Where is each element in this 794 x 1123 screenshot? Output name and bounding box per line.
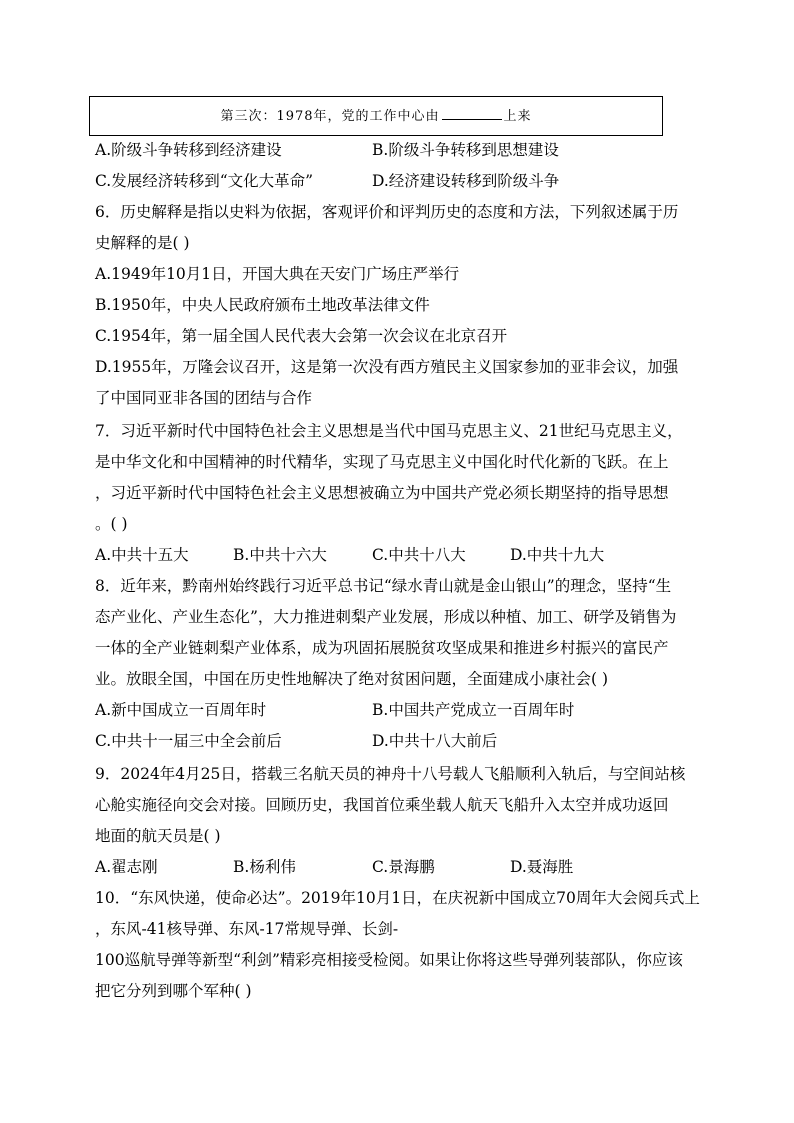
q7-line-4: 。( ) [95,515,128,533]
q10-line-3: 100巡航导弹等新型“利剑”精彩亮相接受检阅。如果让你将这些导弹列装部队，你应该 [95,951,683,969]
q6-option-d-line-2: 了中国同亚非各国的团结与合作 [95,389,313,407]
q7-line-3: ，习近平新时代中国特色社会主义思想被确立为中国共产党必须长期坚持的指导思想 [95,484,669,502]
q8-line-4: 业。放眼全国，中国在历史性地解决了绝对贫困问题，全面建成小康社会( ) [95,670,609,688]
q8-option-d: D.中共十八大前后 [372,732,498,750]
q9-line-3: 地面的航天员是( ) [95,827,221,845]
q6-line-2: 史解释的是( ) [95,234,190,252]
info-box-suffix: 上来 [503,109,532,124]
q9-line-2: 心舱实施径向交会对接。回顾历史，我国首位乘坐载人航天飞船升入太空并成功返回 [95,796,669,814]
q9-option-a: A.翟志刚 [95,858,158,876]
q9-option-b: B.杨利伟 [233,858,296,876]
q10-line-1: 10．“东风快递，使命必达”。2019年10月1日，在庆祝新中国成立70周年大会阅兵式上 [95,889,700,907]
q5-option-a: A.阶级斗争转移到经济建设 [95,141,282,159]
q6-option-d-line-1: D.1955年，万隆会议召开，这是第一次没有西方殖民主义国家参加的亚非会议，加强 [95,358,679,376]
q7-option-a: A.中共十五大 [95,546,189,564]
q10-line-2: ，东风-41核导弹、东风-17常规导弹、长剑- [95,920,399,938]
info-box [89,96,663,136]
q6-line-1: 6．历史解释是指以史料为依据，客观评价和评判历史的态度和方法，下列叙述属于历 [95,203,679,221]
q8-option-a: A.新中国成立一百周年时 [95,701,267,719]
q8-line-3: 一体的全产业链刺梨产业体系，成为巩固拓展脱贫攻坚成果和推进乡村振兴的富民产 [95,639,669,657]
fill-blank [442,107,502,120]
q6-option-a: A.1949年10月1日，开国大典在天安门广场庄严举行 [95,265,460,283]
q7-option-b: B.中共十六大 [233,546,327,564]
q9-option-c: C.景海鹏 [372,858,435,876]
q8-option-c: C.中共十一届三中全会前后 [95,732,282,750]
q7-line-1: 7．习近平新时代中国特色社会主义思想是当代中国马克思主义、21世纪马克思主义， [95,422,683,440]
q8-line-1: 8．近年来，黔南州始终践行习近平总书记“绿水青山就是金山银山”的理念，坚持“生 [95,577,672,595]
q7-option-d: D.中共十九大 [510,546,605,564]
info-box-text [90,105,662,124]
q9-option-d: D.聂海胜 [510,858,574,876]
q8-option-b: B.中国共产党成立一百周年时 [372,701,575,719]
q5-option-d: D.经济建设转移到阶级斗争 [372,172,560,190]
q8-line-2: 态产业化、产业生态化”，大力推进刺梨产业发展，形成以种植、加工、研学及销售为 [95,608,677,626]
q6-option-c: C.1954年，第一届全国人民代表大会第一次会议在北京召开 [95,327,508,345]
q7-line-2: 是中华文化和中国精神的时代精华，实现了马克思主义中国化时代化新的飞跃。在上 [95,453,669,471]
q5-option-b: B.阶级斗争转移到思想建设 [372,141,559,159]
q6-option-b: B.1950年，中央人民政府颁布土地改革法律文件 [95,296,430,314]
q9-line-1: 9．2024年4月25日，搭载三名航天员的神舟十八号载人飞船顺利入轨后，与空间站核 [95,765,686,783]
q10-line-4: 把它分列到哪个军种( ) [95,982,252,1000]
info-box-prefix: 第三次：1978年，党的工作中心由 [220,109,440,124]
q7-option-c: C.中共十八大 [372,546,466,564]
q5-option-c: C.发展经济转移到“文化大革命” [95,172,314,190]
